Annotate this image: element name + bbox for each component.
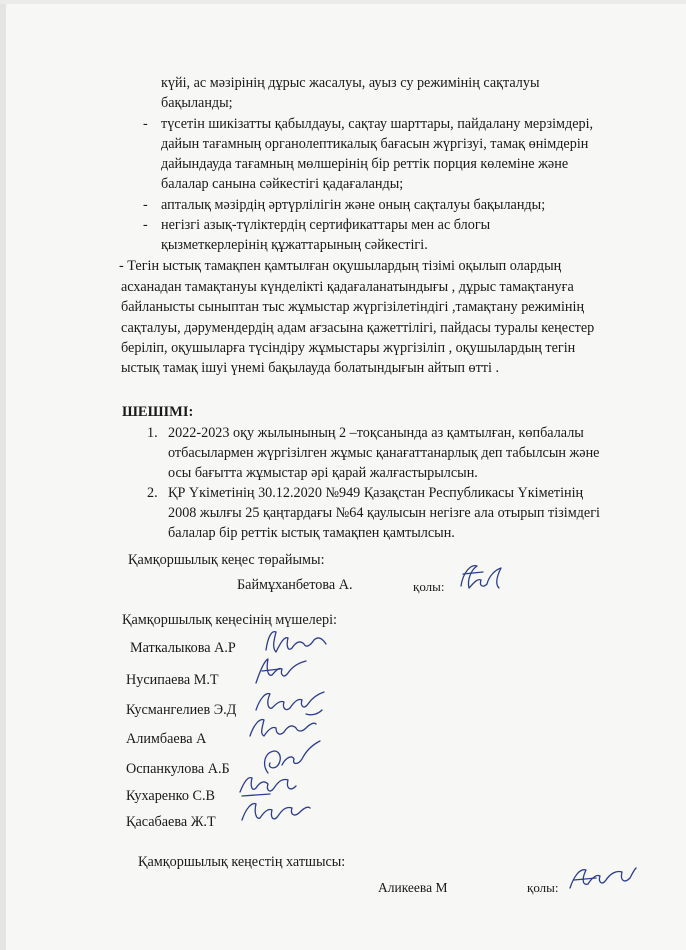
chair-signature: [455, 558, 515, 598]
bullet-line: негізгі азық-түліктердің сертификаттары мен ас блогы: [161, 217, 491, 233]
page-top-edge: [0, 0, 686, 4]
bullet-line: дайын тағамның органолептикалық бағасын жүргізуі, тамақ өнімдерін: [161, 136, 589, 152]
paragraph-line: беріліп, оқушыларға түсіндіру жұмыстары жүргізіліп , оқушылардың тегін: [121, 340, 576, 356]
chair-title: Қамқоршылық кеңес төрайымы:: [128, 552, 325, 568]
members-title: Қамқоршылық кеңесінің мүшелері:: [122, 612, 337, 628]
paragraph-line: ыстық тамақ ішуі үнемі бақылауда болатындығын айтып өтті .: [121, 360, 500, 376]
member-signature: [238, 796, 314, 832]
secretary-title: Қамқоршылық кеңестің хатшысы:: [138, 854, 346, 870]
member-name: Кухаренко С.В: [126, 788, 215, 804]
decision-item-line: ҚР Үкіметінің 30.12.2020 №949 Қазақстан Республикасы Үкіметінің: [168, 485, 584, 501]
decision-heading: ШЕШІМІ:: [122, 404, 194, 420]
secretary-sign-label: қолы:: [527, 880, 559, 895]
bullet-line: апталық мәзірдің әртүрлілігін және оның сақталуы бақыланды;: [161, 197, 546, 213]
chair-sign-label: қолы:: [413, 579, 445, 594]
bullet-dash: -: [143, 116, 148, 132]
member-name: Маткалыкова А.Р: [130, 640, 236, 656]
bullet-line: балалар санына сәйкестігі қадағаланды;: [161, 176, 404, 192]
decision-item-line: 2022-2023 оқу жылынының 2 –тоқсанында аз қамтылған, көпбалалы: [168, 425, 584, 441]
bullet-continuation-line: бақыланды;: [161, 95, 233, 111]
decision-item-number: 2.: [147, 485, 158, 501]
decision-item-number: 1.: [147, 425, 158, 441]
secretary-name: Аликеева М: [378, 880, 448, 895]
bullet-line: қызметкерлерінің құжаттарының сәйкестігі.: [161, 237, 428, 253]
bullet-continuation-line: күйі, ас мәзірінің дұрыс жасалуы, ауыз су режимінің сақталуы: [161, 75, 540, 91]
bullet-dash: -: [143, 197, 148, 213]
member-name: Қасабаева Ж.Т: [126, 814, 216, 830]
paragraph-line: асханадан тамақтануы күнделікті қадағаланатындығы , дұрыс тамақтануға: [121, 279, 574, 295]
paragraph-line: байланысты сыныптан тыс жұмыстар жүргізілетіндігі ,тамақтану режимінің: [121, 299, 585, 315]
bullet-line: дайындауда тағамның мөлшерінің бір реттік порция көлеміне және: [161, 156, 569, 172]
bullet-line: түсетін шикізатты қабылдауы, сақтау шарттары, пайдалану мерзімдері,: [161, 116, 594, 132]
decision-item-line: 2008 жылғы 25 қаңтардағы №64 қаулысын негізге ала отырып тізімдегі: [168, 505, 600, 521]
secretary-signature: [566, 860, 638, 900]
decision-item-line: осы бағытта жұмыстар әрі қарай жалғастырылсын.: [168, 465, 478, 481]
paragraph-line: - Тегін ыстық тамақпен қамтылған оқушылардың тізімі оқылып олардың: [119, 258, 562, 274]
member-name: Оспанкулова А.Б: [126, 761, 230, 777]
paragraph-line: сақталуы, дәрумендердің адам ағзасына қажеттілігі, пайдасы туралы кеңестер: [121, 320, 595, 336]
member-name: Нусипаева М.Т: [126, 672, 219, 688]
chair-name: Баймұханбетова А.: [237, 577, 353, 593]
decision-item-line: балалар бір реттік ыстық тамақпен қамтылсын.: [168, 525, 455, 541]
page-edge-shadow: [0, 0, 6, 950]
member-name: Алимбаева А: [126, 731, 207, 747]
decision-item-line: отбасылармен жүргізілген жұмыс қанағаттанарлық деп табылсын және: [168, 445, 600, 461]
member-name: Кусмангелиев Э.Д: [126, 702, 237, 718]
bullet-dash: -: [143, 217, 148, 233]
